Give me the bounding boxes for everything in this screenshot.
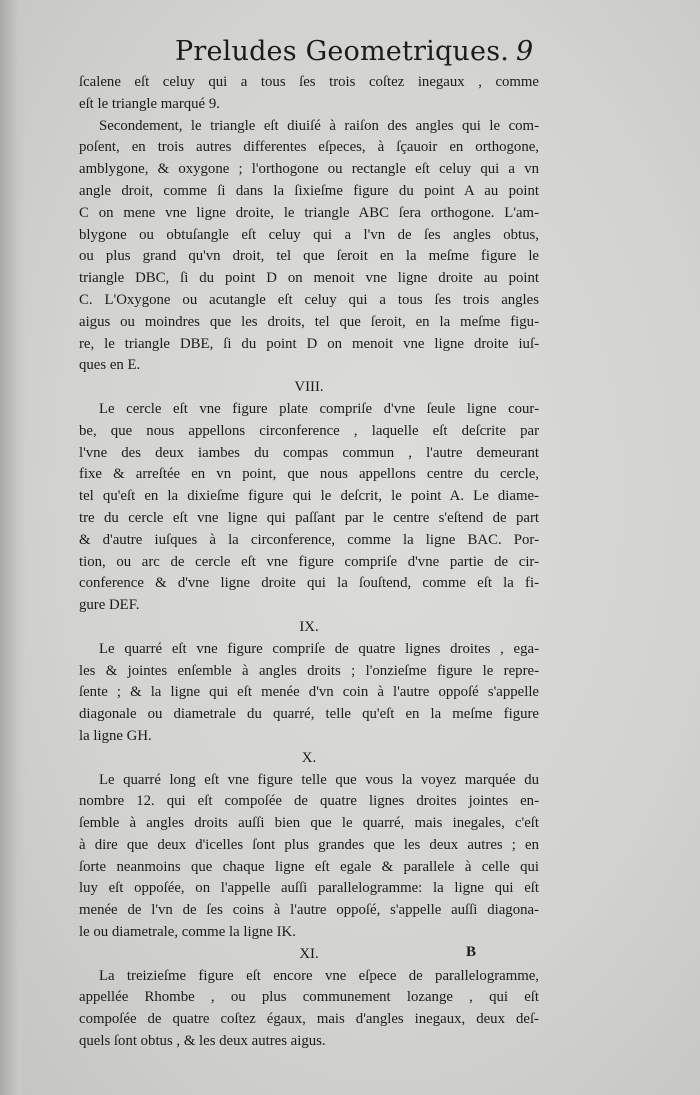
text-line: ſcalene eſt celuy qui a tous ſes trois coſtez inegaux , comme bbox=[79, 74, 539, 90]
text-line: quels ſont obtus , & les deux autres aigus. bbox=[79, 1033, 326, 1050]
text-line: les & jointes enſemble à angles droits ; l'onzieſme figure le repre- bbox=[79, 662, 539, 679]
text-line: gure DEF. bbox=[79, 597, 140, 614]
running-title: Preludes Geometriques. bbox=[175, 36, 510, 67]
text-line: Le quarré eſt vne figure compriſe de quatre lignes droites , ega- bbox=[99, 640, 539, 657]
section-heading: VIII. bbox=[294, 379, 324, 396]
text-line: blygone ou obtuſangle eſt celuy qui a l'vn de ſes angles obtus, bbox=[79, 226, 539, 243]
paragraph bbox=[79, 72, 539, 116]
text-line: tion, ou arc de cercle eſt vne figure compriſe d'vne partie de cir- bbox=[79, 553, 539, 570]
text-line: be, que nous appellons circonference , laquelle eſt deſcrite par bbox=[79, 422, 539, 439]
page-number: 9 bbox=[516, 36, 534, 67]
signature-mark: B bbox=[466, 944, 477, 960]
text-line: luy eſt oppoſée, on l'appelle auſſi parallelogramme: la ligne qui eſt bbox=[79, 880, 539, 897]
paragraph bbox=[79, 770, 539, 944]
text-line: tre du cercle eſt vne ligne qui paſſant par le centre s'eſtend de part bbox=[79, 509, 539, 526]
text-line: poſent, en trois autres differentes eſpeces, à ſçauoir en orthogone, bbox=[79, 139, 539, 156]
body-text bbox=[79, 72, 539, 1053]
text-line: le ou diametrale, comme la ligne IK. bbox=[79, 924, 296, 941]
page-header bbox=[175, 36, 645, 76]
text-line: C. L'Oxygone ou acutangle eſt celuy qui a tous ſes trois angles bbox=[79, 291, 539, 308]
text-line: angle droit, comme ſi dans la ſixieſme figure du point A au point bbox=[79, 182, 539, 199]
text-line: re, le triangle DBE, ſi du point D on menoit vne ligne droite iuſ- bbox=[79, 335, 539, 352]
text-line: tel qu'eſt en la dixieſme figure qui le deſcrit, le point A. Le diame- bbox=[79, 488, 539, 505]
text-line: La treizieſme figure eſt encore vne eſpece de parallelogramme, bbox=[99, 967, 539, 984]
text-line: appellée Rhombe , ou plus communement lozange , qui eſt bbox=[79, 989, 539, 1006]
text-line: conference & d'vne ligne droite qui la ſouſtend, comme eſt la fi- bbox=[79, 575, 539, 592]
text-line: menée de l'vn de ſes coins à l'autre oppoſé, s'appelle auſſi diagona- bbox=[79, 902, 539, 919]
text-line: l'vne des deux iambes du compas commun , l'autre demeurant bbox=[79, 444, 539, 461]
paragraph bbox=[79, 399, 539, 617]
text-line: aigus ou moindres que les droits, tel que ſeroit, en la meſme figu- bbox=[79, 313, 539, 330]
text-line: ſemble à angles droits auſſi bien que le quarré, mais inegales, c'eſt bbox=[79, 815, 539, 832]
text-line: ques en E. bbox=[79, 357, 141, 374]
text-line: ſorte neanmoins que chaque ligne eſt egale & parallele à celle qui bbox=[79, 858, 539, 875]
text-line: fixe & arreſtée en vn point, que nous appellons centre du cercle, bbox=[79, 466, 539, 483]
text-line: Le cercle eſt vne figure plate compriſe d'vne ſeule ligne cour- bbox=[99, 400, 539, 417]
text-line: C on mene vne ligne droite, le triangle ABC ſera orthogone. L'am- bbox=[79, 204, 539, 221]
text-line: compoſée de quatre coſtez égaux, mais d'angles inegaux, deux deſ- bbox=[79, 1011, 539, 1028]
paragraph bbox=[79, 639, 539, 748]
text-line: eſt le triangle marqué 9. bbox=[79, 95, 220, 112]
text-line: diagonale ou diametrale du quarré, telle qu'eſt en la meſme figure bbox=[79, 706, 539, 723]
section-heading: IX. bbox=[299, 618, 319, 635]
text-line: amblygone, & oxygone ; l'orthogone ou rectangle eſt celuy qui a vn bbox=[79, 161, 539, 178]
section-heading: X. bbox=[301, 749, 317, 766]
text-line: à dire que deux d'icelles ſont plus grandes que les deux autres ; en bbox=[79, 836, 539, 853]
text-line: ſente ; & la ligne qui eſt menée d'vn coin à l'autre oppoſé s'appelle bbox=[79, 684, 539, 701]
section-heading: XI. bbox=[299, 945, 319, 962]
text-line: Le quarré long eſt vne figure telle que vous la voyez marquée du bbox=[99, 771, 539, 788]
text-line: & d'autre iuſques à la circonference, comme la ligne BAC. Por- bbox=[79, 531, 539, 548]
text-line: triangle DBC, ſi du point D on menoit vne ligne droite au point bbox=[79, 270, 539, 287]
text-line: nombre 12. qui eſt compoſée de quatre lignes droites jointes en- bbox=[79, 793, 539, 810]
paragraph bbox=[79, 116, 539, 378]
paragraph bbox=[79, 966, 539, 1053]
binding-shadow bbox=[0, 0, 26, 1095]
text-line: Secondement, le triangle eſt diuiſé à raiſon des angles qui le com- bbox=[99, 117, 539, 134]
text-line: ou plus grand qu'vn droit, tel que ſeroit en la meſme figure le bbox=[79, 248, 539, 265]
text-line: la ligne GH. bbox=[79, 727, 152, 744]
